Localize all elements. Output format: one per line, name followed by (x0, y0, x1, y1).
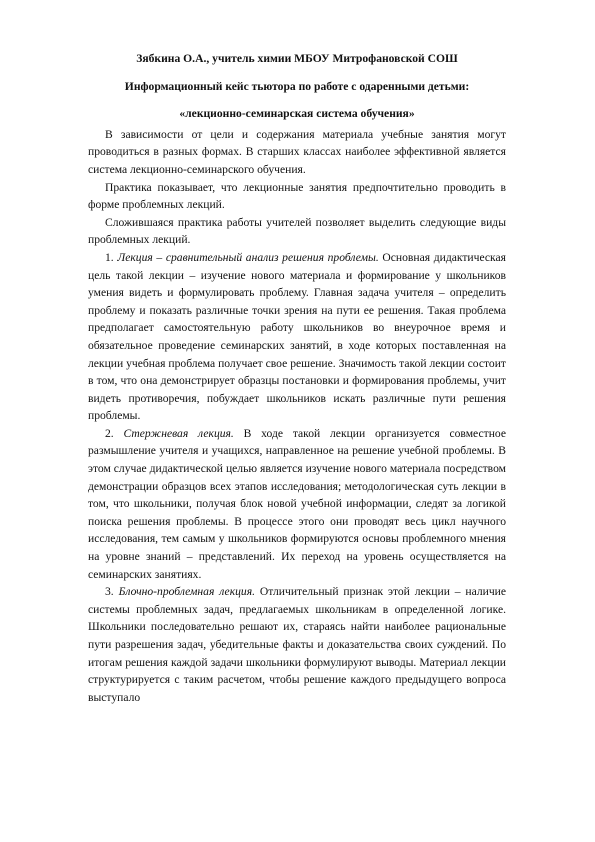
list-item-text: Основная дидактическая цель такой лекции – изучение нового материала и формирование у школьников умения видеть и формулировать проблему. Главная задача учителя – определить проблему и показать различные точки зрения на пути ее решения. Такая проблема предполагает самостоятельную работу школьников во внеурочное время и обязательное проведение семинарских занятий, в ходе которых поставленная на лекции учебная проблема получает свое решение. Значимость такой лекции состоит в том, что она демонстрирует образцы постановки и формирования проблемы, учит видеть противоречия, побуждает школьников искать различные пути решения проблемы. (88, 250, 506, 423)
list-item-term: Стержневая лекция. (123, 426, 234, 440)
list-item-number: 2. (105, 426, 114, 440)
document-title: Информационный кейс тьютора по работе с одаренными детьми: (124, 79, 470, 93)
list-item-text: В ходе такой лекции организуется совместное размышление учителя и учащихся, направленное на решение учебной проблемы. В этом случае дидактической целью является изучение нового материала посредством демонстрации образцов всех этапов исследования; методологическая суть лекции в том, что школьники, получая блок новой учебной информации, следят за логикой поиска решения проблемы. В процессе этого они проводят весь цикл научного исследования, тем самым у школьников формируются основы проблемного мнения на уровне знаний – представлений. Их переход на уровень осуществляется на семинарских занятиях. (88, 426, 506, 581)
document-subtitle: «лекционно-семинарская система обучения» (179, 107, 415, 121)
document-content (88, 50, 506, 706)
list-item-term: Блочно-проблемная лекция. (118, 585, 255, 599)
list-item-lecture-3 (88, 583, 506, 706)
list-item-lecture-2 (88, 425, 506, 583)
list-item-number: 3. (105, 585, 114, 599)
author-line: Зябкина О.А., учитель химии МБОУ Митрофановской СОШ (136, 52, 458, 65)
list-item-number: 1. (105, 250, 114, 264)
paragraph-types: Сложившаяся практика работы учителей позволяет выделить следующие виды проблемных лекций. (88, 215, 506, 247)
list-item-lecture-1 (88, 249, 506, 425)
list-item-term: Лекция – сравнительный анализ решения проблемы. (117, 250, 379, 264)
paragraph-intro: В зависимости от цели и содержания материала учебные занятия могут проводиться в разных формах. В старших классах наиболее эффективной является система лекционно-семинарского обучения. (88, 127, 506, 176)
paragraph-practice: Практика показывает, что лекционные занятия предпочтительно проводить в форме проблемных лекций. (88, 180, 506, 212)
list-item-text: Отличительный признак этой лекции – наличие системы проблемных задач, предлагаемых школьникам в определенной логике. Школьники последовательно решают их, стараясь найти наиболее рациональные пути разрешения задач, убедительные факты и доказательства своих суждений. По итогам решения каждой задачи школьники формулируют выводы. Материал лекции структурируется с таким расчетом, чтобы решение каждого предыдущего вопроса выступало (88, 585, 507, 704)
